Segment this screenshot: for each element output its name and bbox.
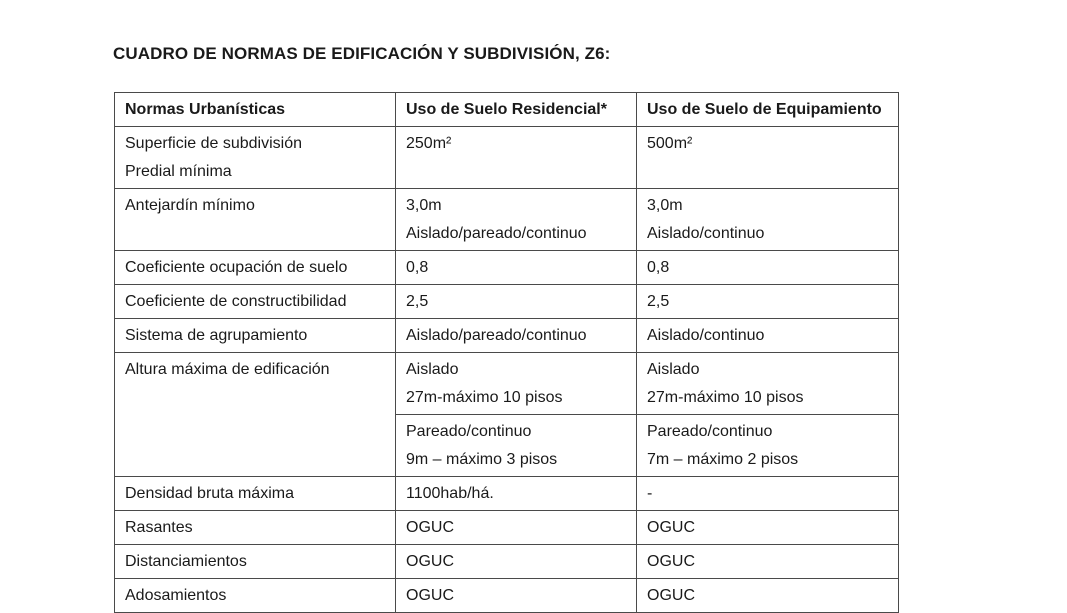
- cell-line: 3,0m: [647, 197, 683, 214]
- cell-line: 27m-máximo 10 pisos: [647, 389, 804, 406]
- norm-cell: Sistema de agrupamiento: [115, 319, 396, 353]
- cell-line: Pareado/continuo: [406, 423, 532, 440]
- cell-line: Predial mínima: [125, 163, 232, 180]
- equipamiento-cell: [637, 353, 899, 415]
- cell-line: 3,0m: [406, 197, 442, 214]
- norm-cell: [115, 127, 396, 189]
- cell-line: 500m²: [647, 135, 693, 152]
- equipamiento-cell: Aislado/continuo: [637, 319, 899, 353]
- table-row: [115, 285, 899, 319]
- equipamiento-cell: 0,8: [637, 251, 899, 285]
- equipamiento-cell: [637, 415, 899, 477]
- cell-line: Aislado: [406, 361, 459, 378]
- residencial-cell: 0,8: [396, 251, 637, 285]
- cell-line: 9m – máximo 3 pisos: [406, 451, 558, 468]
- header-normas: Normas Urbanísticas: [115, 93, 396, 127]
- cell-line: Aislado/continuo: [647, 225, 765, 242]
- cell-line: Aislado/pareado/continuo: [406, 225, 587, 242]
- residencial-cell: OGUC: [396, 545, 637, 579]
- header-residencial: Uso de Suelo Residencial*: [396, 93, 637, 127]
- residencial-cell: [396, 415, 637, 477]
- cell-line: 250m²: [406, 135, 452, 152]
- equipamiento-cell: [637, 127, 899, 189]
- cell-line: 7m – máximo 2 pisos: [647, 451, 799, 468]
- norm-cell: Coeficiente ocupación de suelo: [115, 251, 396, 285]
- table-row: [115, 189, 899, 251]
- cell-line: 27m-máximo 10 pisos: [406, 389, 563, 406]
- residencial-cell: [396, 353, 637, 415]
- header-equipamiento: Uso de Suelo de Equipamiento: [637, 93, 899, 127]
- cell-line: Antejardín mínimo: [125, 197, 255, 214]
- norm-cell: Densidad bruta máxima: [115, 477, 396, 511]
- table-row: [115, 511, 899, 545]
- residencial-cell: 1100hab/há.: [396, 477, 637, 511]
- norm-cell: Adosamientos: [115, 579, 396, 613]
- table-row: [115, 579, 899, 613]
- equipamiento-cell: [637, 189, 899, 251]
- table-row: [115, 251, 899, 285]
- residencial-cell: [396, 189, 637, 251]
- table-row: [115, 477, 899, 511]
- equipamiento-cell: OGUC: [637, 579, 899, 613]
- equipamiento-cell: 2,5: [637, 285, 899, 319]
- cell-line: Aislado: [647, 361, 700, 378]
- norm-cell: Coeficiente de constructibilidad: [115, 285, 396, 319]
- norm-cell: Distanciamientos: [115, 545, 396, 579]
- cell-line: Superficie de subdivisión: [125, 135, 302, 152]
- residencial-cell: Aislado/pareado/continuo: [396, 319, 637, 353]
- residencial-cell: 2,5: [396, 285, 637, 319]
- residencial-cell: OGUC: [396, 579, 637, 613]
- norm-cell: [115, 189, 396, 251]
- table-header-row: [115, 93, 899, 127]
- cell-line: Pareado/continuo: [647, 423, 773, 440]
- norms-table: [114, 92, 899, 613]
- table-row: [115, 127, 899, 189]
- residencial-cell: OGUC: [396, 511, 637, 545]
- table-row: [115, 353, 899, 415]
- norm-cell: Altura máxima de edificación: [115, 353, 396, 477]
- equipamiento-cell: OGUC: [637, 511, 899, 545]
- table-row: [115, 319, 899, 353]
- document-title: CUADRO DE NORMAS DE EDIFICACIÓN Y SUBDIVISIÓN, Z6:: [113, 44, 611, 63]
- equipamiento-cell: -: [637, 477, 899, 511]
- norm-cell: Rasantes: [115, 511, 396, 545]
- equipamiento-cell: OGUC: [637, 545, 899, 579]
- table-row: [115, 545, 899, 579]
- residencial-cell: [396, 127, 637, 189]
